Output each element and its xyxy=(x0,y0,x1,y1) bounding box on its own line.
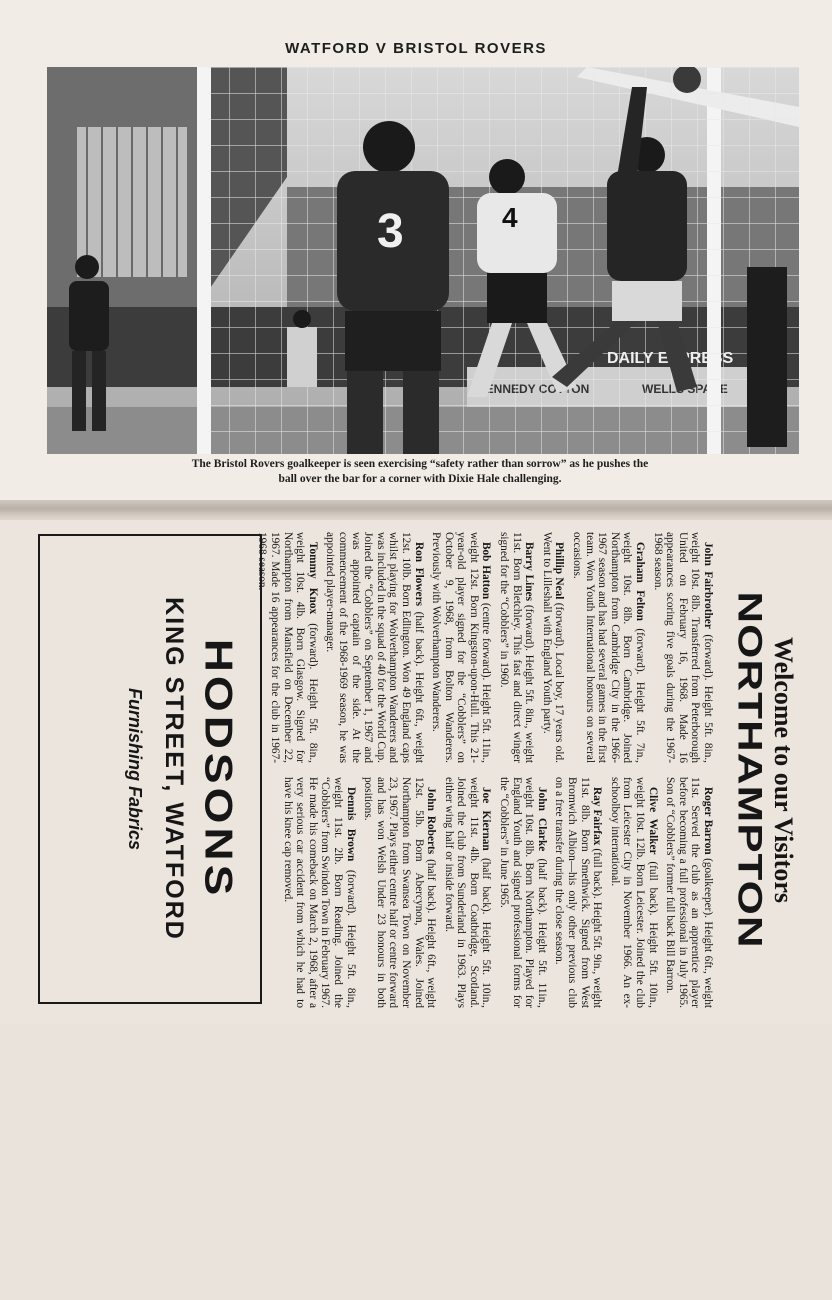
player-details: (forward). Height 5ft. 8in., weight 10st. 4lb. Born Glasgow. Signed for Northampton from Mansfield on December 22, 1967. Made 16 appearances for the club in 1967-1968 season. xyxy=(256,532,319,763)
player-bio xyxy=(324,532,425,763)
photo-caption xyxy=(160,457,680,487)
caption-line-1: The Bristol Rovers goalkeeper is seen exercising “safety rather than sorrow” as he pushes the xyxy=(191,458,649,470)
page-header-title: WATFORD V BRISTOL ROVERS xyxy=(285,40,547,57)
player-details: (half back). Height 5ft. 10in., weight 11st. 4lb. Born Coatbridge, Scotland. Joined the club from Sunderland in 1963. Plays either wing half or inside forward. xyxy=(442,777,493,1008)
player-name: Ron Flowers xyxy=(412,542,425,606)
player-name: John Roberts xyxy=(425,787,438,855)
player-bio xyxy=(651,532,714,763)
advert-trade: Furnishing Fabrics xyxy=(125,687,145,851)
player-bio-columns xyxy=(256,532,714,1008)
player-name: Bob Hatton xyxy=(480,542,493,600)
player-name: Ray Fairfax xyxy=(591,787,604,846)
bio-column-1 xyxy=(256,532,714,764)
player-details: (half back). Height 6ft., weight 12st. 10lb. Born Edlington. Won 49 England caps whilst playing for Wolverhampton Wanderers and was included in the squad of 40 for the World Cup. Joined the “Cobblers” on September 1, 1967 and was appointed captain of the side. At the commencement of the 1968-1969 season, he was appointed player-manager. xyxy=(324,532,425,763)
player-details: (forward). Local boy, 17 years old. Went to Lilleshall with England Youth party. xyxy=(540,532,566,763)
hodsons-advert xyxy=(38,534,262,1004)
page-fold xyxy=(0,500,832,522)
shirt-number-4: 4 xyxy=(502,202,518,233)
player-name: John Fairbrother xyxy=(702,542,714,629)
advert-name: HODSONS xyxy=(196,638,242,900)
player-name: Barry Lines xyxy=(523,542,536,602)
player-details: (forward). Height 5ft. 7in., weight 10st. 8lb. Born Cambridge. Joined Northampton from Cambridge City in the 1966-1967 season and has had several games in the first team. Won Youth International honours on several occasions. xyxy=(571,532,647,763)
player-name: Dennis Brown xyxy=(344,787,357,862)
player-bio xyxy=(570,532,646,763)
player-details: (half back). Height 5ft. 11in., weight 10st. 8lb. Born Northampton. Played for England Youth and signed professional forms for the “Cobblers” in June 1965. xyxy=(498,777,548,1008)
player-bio xyxy=(664,777,714,1008)
player-details: (goalkeeper). Height 6ft., weight 11st. Served the club as an apprentice player before becoming a full professional in July 1965. Son of “Cobblers” former full back Bill Barron. xyxy=(664,777,714,1008)
player-name: Graham Felton xyxy=(634,542,647,621)
visitors-team-name: NORTHAMPTON xyxy=(730,591,769,949)
player-bio xyxy=(553,777,603,1008)
player-name: Joe Kiernan xyxy=(480,787,493,851)
player-bio xyxy=(498,777,548,1008)
player-name: John Clarke xyxy=(535,787,548,852)
player-bio xyxy=(442,777,492,1008)
player-details: (centre forward). Height 5ft. 11in., weight 12st. Born Kingston-upon-Hull. This 21-year-old player signed for the “Cobblers” on October 9, 1968, from Bolton Wanderers. Previously with Wolverhampton Wanderers. xyxy=(430,532,493,763)
match-photo xyxy=(47,67,799,454)
player-bio xyxy=(498,532,536,763)
player-name: Roger Barron xyxy=(702,787,714,855)
player-details: (half back). Height 6ft., weight 12st. 5lb. Born Abercynon, Wales. Joined Northampton from Swansea Town on November 23, 1967. Plays either centre half or centre forward and has won Welsh Under 23 honours in both positions. xyxy=(362,777,438,1008)
advert-street: KING STREET, WATFORD xyxy=(160,597,188,941)
player-name: Tommy Knox xyxy=(306,542,319,615)
caption-line-2: ball over the bar for a corner with Dixie Hale challenging. xyxy=(278,473,562,485)
shirt-number-3: 3 xyxy=(377,205,404,258)
bio-column-2 xyxy=(274,777,714,1008)
player-details: (full back). Height 5ft. 9in., weight 11st. 8lb. Born Smethwick. Signed from West Bromwich Albion—his only other previous club on a free transfer during the close season. xyxy=(553,777,604,1008)
welcome-heading: Welcome to our Visitors xyxy=(769,637,798,903)
player-bio xyxy=(608,777,658,1008)
page-top xyxy=(0,0,832,506)
rotated-visitors-page xyxy=(125,532,798,1300)
player-details: (forward). Height 5ft. 8in., weight 11st. Born Bletchley. This fast and direct winger signed for the “Cobblers” in 1960. xyxy=(498,532,536,763)
player-details: (full back). Height 5ft. 10in., weight 10st. 12lb. Born Leicester. Joined the club from Leicester City in November 1966. An ex-schoolboy international. xyxy=(608,777,659,1008)
player-bio xyxy=(430,532,493,763)
player-details: (forward). Height 5ft. 8in., weight 10st. 8lb. Transferred from Peterborough United on February 16, 1968. Made 16 appearances scoring five goals during the 1967-1968 season. xyxy=(651,532,714,764)
match-photo-illustration xyxy=(47,67,799,454)
player-bio xyxy=(540,532,565,763)
player-bio xyxy=(256,532,319,763)
player-details: (forward). Height 5ft. 8in., weight 11st. 2lb. Born Reading. Joined the “Cobblers” from Swindon Town in February 1967. He made his comeback on March 2, 1968, after a very serious car accident from which he had to have his knee cap removed. xyxy=(281,777,357,1008)
player-bio xyxy=(362,777,438,1008)
player-name: Phillip Neal xyxy=(553,542,566,600)
player-name: Clive Walker xyxy=(646,787,659,855)
player-bio xyxy=(281,777,357,1008)
